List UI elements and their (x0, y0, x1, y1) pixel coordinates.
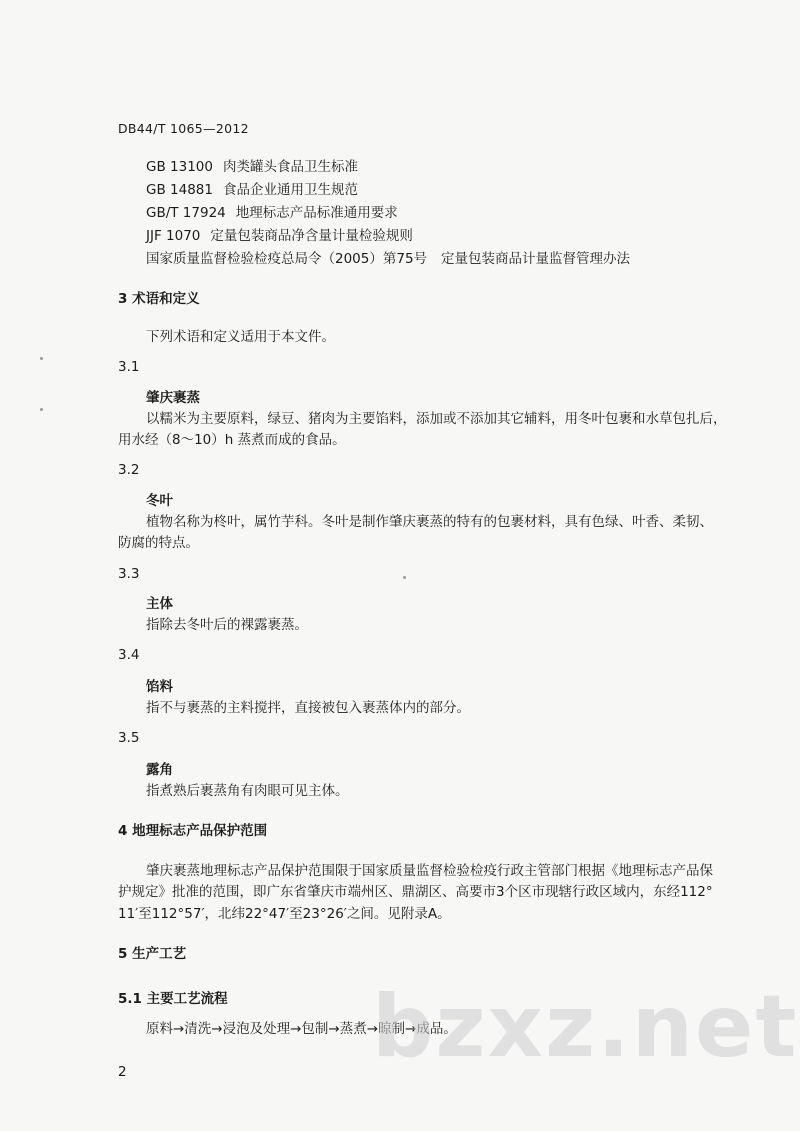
subsection-heading: 5.1 主要工艺流程 (118, 991, 228, 1007)
paragraph-line: 肇庆裹蒸地理标志产品保护范围限于国家质量监督检验检疫行政主管部门根据《地理标志产品保 (146, 863, 713, 879)
paragraph-line: 护规定》批准的范围，即广东省肇庆市端州区、鼎湖区、高要市3个区市现辖行政区域内，东经112° (118, 884, 713, 900)
term-definition: 指煮熟后裹蒸角有肉眼可见主体。 (146, 783, 349, 799)
section-intro: 下列术语和定义适用于本文件。 (146, 329, 335, 345)
reference-code: GB/T 17924 (146, 205, 226, 221)
reference-title: 定量包装商品计量监督管理办法 (441, 251, 631, 267)
section-heading: 5 生产工艺 (118, 946, 187, 962)
reference-item (146, 158, 358, 176)
section-heading: 3 术语和定义 (118, 291, 200, 307)
scan-speck (40, 357, 43, 360)
term-number: 3.4 (118, 647, 140, 663)
reference-title: 定量包装商品净含量计量检验规则 (210, 228, 413, 244)
reference-title: 肉类罐头食品卫生标准 (222, 159, 358, 175)
page-number: 2 (118, 1064, 127, 1080)
term-definition: 指除去冬叶后的裸露裹蒸。 (146, 617, 308, 633)
term-number: 3.3 (118, 566, 140, 582)
reference-item (146, 227, 413, 245)
term-number: 3.2 (118, 462, 140, 478)
reference-title: 地理标志产品标准通用要求 (235, 205, 398, 221)
term-number: 3.1 (118, 359, 140, 375)
term-definition: 防腐的特点。 (118, 535, 199, 551)
term-name: 主体 (146, 596, 173, 612)
scan-speck (403, 576, 406, 579)
watermark: bzxz.net (372, 977, 799, 1077)
term-name: 馅料 (146, 679, 173, 695)
term-definition: 以糯米为主要原料，绿豆、猪肉为主要馅料，添加或不添加其它辅料，用冬叶包裹和水草包扎后， (146, 411, 727, 427)
reference-item (146, 204, 398, 222)
term-name: 肇庆裹蒸 (146, 390, 200, 406)
term-number: 3.5 (118, 730, 140, 746)
reference-item (146, 181, 358, 199)
paragraph-line: 11′至112°57′，北纬22°47′至23°26′之间。见附录A。 (118, 906, 451, 922)
scan-speck (40, 408, 43, 411)
reference-title: 食品企业通用卫生规范 (222, 182, 358, 198)
term-definition: 指不与裹蒸的主料搅拌，直接被包入裹蒸体内的部分。 (146, 700, 470, 716)
process-flow: 原料→清洗→浸泡及处理→包制→蒸煮→晾制→成品。 (146, 1021, 457, 1037)
reference-item (146, 250, 630, 268)
term-name: 露角 (146, 762, 173, 778)
reference-code: JJF 1070 (146, 228, 201, 244)
term-name: 冬叶 (146, 493, 173, 509)
section-heading: 4 地理标志产品保护范围 (118, 823, 268, 839)
term-definition: 用水经（8～10）h 蒸煮而成的食品。 (118, 432, 346, 448)
standard-id: DB44/T 1065—2012 (118, 121, 249, 136)
reference-code: GB 14881 (146, 182, 213, 198)
reference-code: 国家质量监督检验检疫总局令（2005）第75号 (146, 251, 428, 267)
term-definition: 植物名称为柊叶，属竹芋科。冬叶是制作肇庆裹蒸的特有的包裹材料，具有色绿、叶香、柔韧、 (146, 514, 713, 530)
reference-code: GB 13100 (146, 159, 213, 175)
